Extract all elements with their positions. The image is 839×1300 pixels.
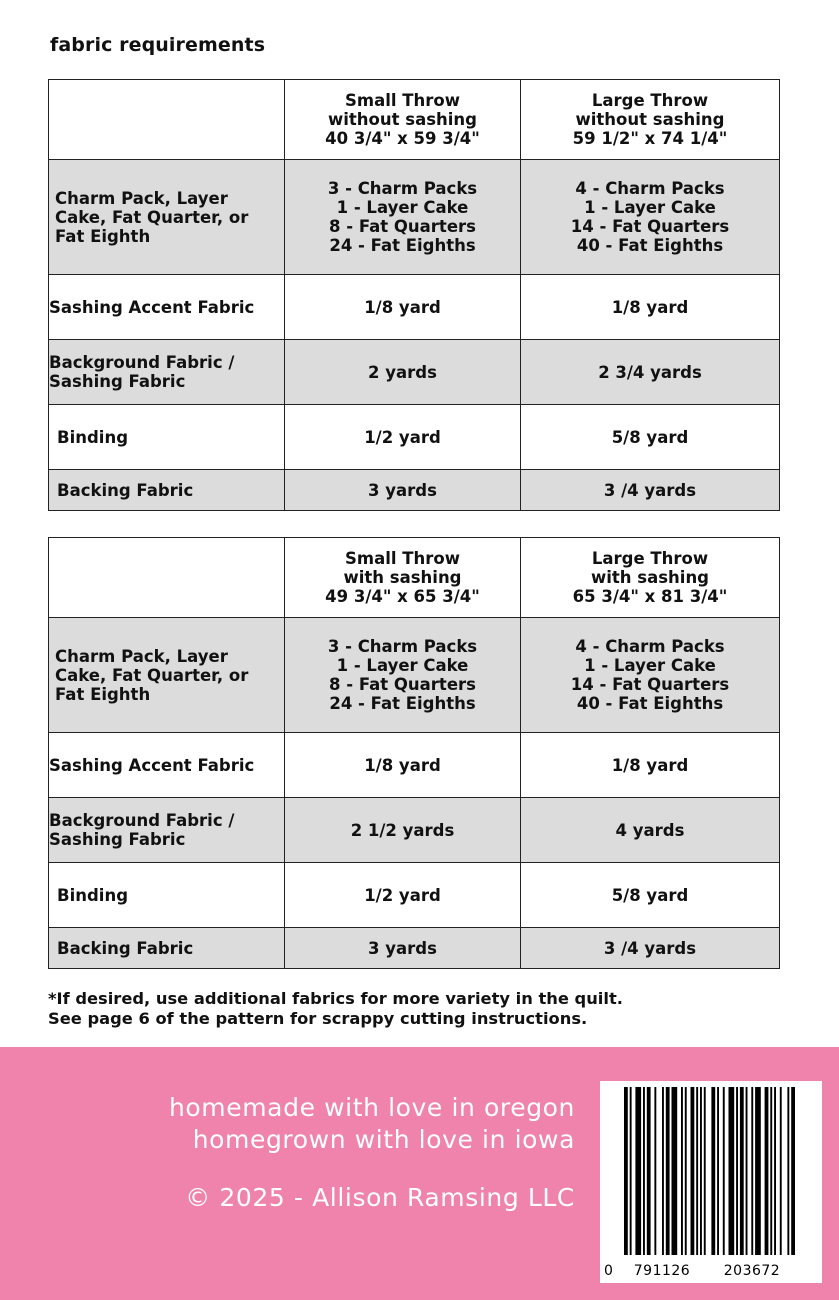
large-throw-value: 1/8 yard — [521, 275, 780, 340]
large-throw-value: 4 - Charm Packs 1 - Layer Cake 14 - Fat Quarters 40 - Fat Eighths — [521, 160, 780, 275]
tagline-oregon: homemade with love in oregon — [168, 1093, 575, 1122]
barcode-bar — [774, 1087, 776, 1255]
small-throw-value: 2 yards — [285, 340, 521, 405]
table-row — [49, 340, 780, 405]
barcode-bar — [696, 1087, 698, 1255]
table-row — [49, 928, 780, 969]
row-label-text: Charm Pack, Layer Cake, Fat Quarter, or Fat Eighth — [55, 646, 249, 704]
table-row — [49, 470, 780, 511]
barcode-digit-lead: 0 — [604, 1263, 613, 1279]
barcode-bar — [681, 1087, 683, 1255]
row-label: Backing Fabric — [49, 470, 285, 511]
row-label: Sashing Accent Fabric — [49, 275, 285, 340]
table-header-row — [49, 538, 780, 618]
fabric-table-without-sashing — [48, 79, 780, 511]
barcode-bar — [791, 1087, 795, 1255]
large-throw-value: 1/8 yard — [521, 733, 780, 798]
barcode-bar — [723, 1087, 725, 1255]
barcode-bar — [780, 1087, 782, 1255]
row-label — [49, 340, 285, 405]
table-row — [49, 733, 780, 798]
barcode-bar — [729, 1087, 735, 1255]
large-throw-value: 3 /4 yards — [521, 928, 780, 969]
barcode-bar — [672, 1087, 678, 1255]
row-label: Sashing Accent Fabric — [49, 733, 285, 798]
large-throw-value: 4 - Charm Packs 1 - Layer Cake 14 - Fat Quarters 40 - Fat Eighths — [521, 618, 780, 733]
large-throw-value: 3 /4 yards — [521, 470, 780, 511]
barcode-bar — [711, 1087, 715, 1255]
barcode-bar — [624, 1087, 628, 1255]
table-row — [49, 275, 780, 340]
large-throw-value: 2 3/4 yards — [521, 340, 780, 405]
table-row — [49, 618, 780, 733]
header-small-throw: Small Throw without sashing 40 3/4" x 59 3/4" — [285, 80, 521, 160]
row-label: Backing Fabric — [49, 928, 285, 969]
copyright: © 2025 - Allison Ramsing LLC — [185, 1183, 575, 1212]
header-empty-cell — [49, 538, 285, 618]
header-large-throw: Large Throw without sashing 59 1/2" x 74 1/4" — [521, 80, 780, 160]
table-row — [49, 405, 780, 470]
barcode-bar — [787, 1087, 789, 1255]
barcode-bar — [654, 1087, 656, 1255]
large-throw-value: 5/8 yard — [521, 405, 780, 470]
barcode-bar — [736, 1087, 738, 1255]
small-throw-value: 1/8 yard — [285, 275, 521, 340]
small-throw-value: 3 yards — [285, 470, 521, 511]
small-throw-value: 3 yards — [285, 928, 521, 969]
footnote: *If desired, use additional fabrics for more variety in the quilt. See page 6 of the pattern for scrappy cutting instructions. — [48, 989, 623, 1028]
row-label — [49, 618, 285, 733]
barcode-bar — [751, 1087, 753, 1255]
barcode-bar — [662, 1087, 664, 1255]
small-throw-value: 2 1/2 yards — [285, 798, 521, 863]
barcode-bar — [765, 1087, 769, 1255]
header-small-throw: Small Throw with sashing 49 3/4" x 65 3/4" — [285, 538, 521, 618]
header-large-throw: Large Throw with sashing 65 3/4" x 81 3/4" — [521, 538, 780, 618]
row-label-text: Charm Pack, Layer Cake, Fat Quarter, or Fat Eighth — [55, 188, 249, 246]
barcode-bar — [755, 1087, 761, 1255]
tagline-iowa: homegrown with love in iowa — [192, 1125, 575, 1154]
table-row — [49, 863, 780, 928]
barcode-bar — [691, 1087, 695, 1255]
fabric-table-with-sashing — [48, 537, 780, 969]
barcode-bar — [630, 1087, 632, 1255]
table-header-row — [49, 80, 780, 160]
barcode-bar — [647, 1087, 651, 1255]
barcode-bar — [666, 1087, 670, 1255]
table-row — [49, 160, 780, 275]
large-throw-value: 5/8 yard — [521, 863, 780, 928]
header-empty-cell — [49, 80, 285, 160]
barcode-digits-left: 791126 — [633, 1263, 691, 1279]
barcode-bar — [717, 1087, 719, 1255]
small-throw-value: 3 - Charm Packs 1 - Layer Cake 8 - Fat Quarters 24 - Fat Eighths — [285, 618, 521, 733]
barcode-icon — [600, 1081, 822, 1283]
barcode-bar — [746, 1087, 748, 1255]
page-heading: fabric requirements — [50, 34, 266, 56]
barcode-bar — [704, 1087, 706, 1255]
small-throw-value: 1/2 yard — [285, 863, 521, 928]
barcode-bar — [685, 1087, 687, 1255]
row-label: Binding — [49, 863, 285, 928]
small-throw-value: 1/8 yard — [285, 733, 521, 798]
barcode-bar — [643, 1087, 645, 1255]
barcode-bar — [770, 1087, 772, 1255]
barcode-bar — [700, 1087, 702, 1255]
barcode-digits-right: 203672 — [723, 1263, 781, 1279]
footer-banner — [0, 1047, 839, 1300]
small-throw-value: 3 - Charm Packs 1 - Layer Cake 8 - Fat Quarters 24 - Fat Eighths — [285, 160, 521, 275]
row-label — [49, 798, 285, 863]
barcode — [600, 1081, 822, 1283]
large-throw-value: 4 yards — [521, 798, 780, 863]
row-label-text: Background Fabric / Sashing Fabric — [49, 353, 235, 391]
row-label: Binding — [49, 405, 285, 470]
row-label — [49, 160, 285, 275]
row-label-text: Background Fabric / Sashing Fabric — [49, 811, 235, 849]
table-row — [49, 798, 780, 863]
barcode-bar — [635, 1087, 641, 1255]
barcode-bar — [740, 1087, 744, 1255]
small-throw-value: 1/2 yard — [285, 405, 521, 470]
